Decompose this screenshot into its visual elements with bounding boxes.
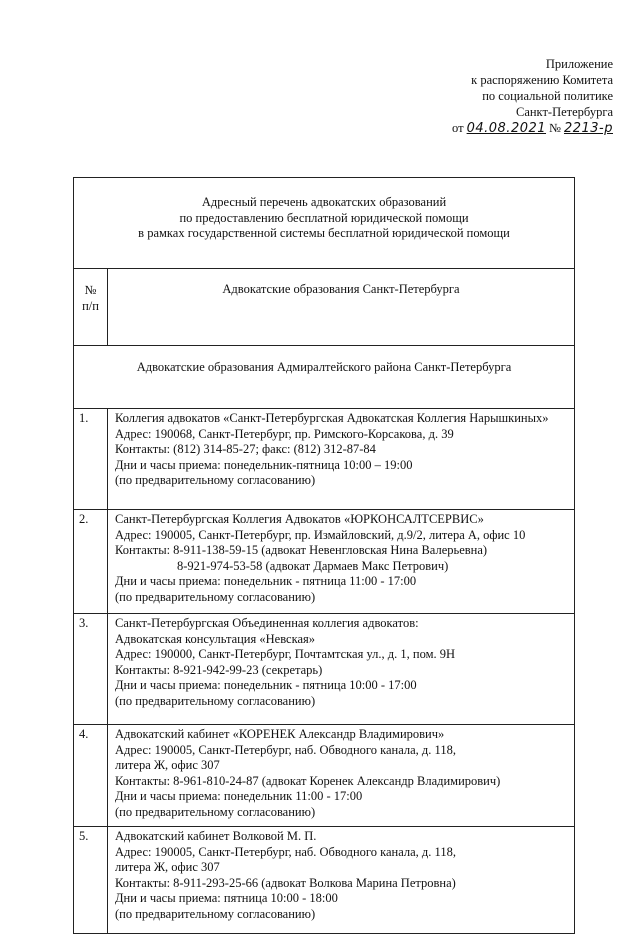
entry-line: 8-921-974-53-58 (адвокат Дармаев Макс Петрович): [177, 558, 449, 573]
entry-line: Контакты: 8-961-810-24-87 (адвокат Коренек Александр Владимирович): [115, 773, 501, 788]
entry-line: Адрес: 190000, Санкт-Петербург, Почтамтская ул., д. 1, пом. 9Н: [115, 647, 456, 661]
header-text-cell: Адвокатские образования Санкт-Петербурга: [108, 269, 575, 346]
row-entry: [108, 409, 575, 510]
entry-line: литера Ж, офис 307: [115, 860, 220, 874]
title-line: по предоставлению бесплатной юридической помощи: [179, 210, 469, 225]
header-row: [74, 269, 575, 346]
row-number: 5.: [74, 827, 108, 934]
entry-line: (по предварительному согласованию): [115, 589, 316, 604]
entry-line: Контакты: (812) 314-85-27; факс: (812) 312-87-84: [115, 442, 376, 456]
entry-line: Контакты: 8-911-138-59-15 (адвокат Невенгловская Нина Валерьевна): [115, 543, 488, 557]
entry-line: Коллегия адвокатов «Санкт-Петербургская Адвокатская Коллегия Нарышкиных»: [115, 411, 549, 425]
entry-line: Санкт-Петербургская Объединенная коллегия адвокатов:: [115, 616, 419, 630]
entry-line: Адвокатская консультация «Невская»: [115, 631, 316, 646]
appendix-line: по социальной политике: [482, 89, 613, 103]
entry-line: Адвокатский кабинет «КОРЕНЕК Александр Владимирович»: [115, 727, 445, 741]
appendix-line: к распоряжению Комитета: [471, 73, 613, 87]
entry-line: Контакты: 8-921-942-99-23 (секретарь): [115, 662, 323, 677]
date-prefix: от: [452, 121, 464, 135]
row-entry: [108, 614, 575, 725]
entry-line: (по предварительному согласованию): [115, 473, 316, 487]
table-row: [74, 725, 575, 827]
entry-line: Дни и часы приема: понедельник - пятница 10:00 - 17:00: [115, 678, 417, 692]
appendix-line: Санкт-Петербурга: [515, 105, 613, 119]
row-number: 3.: [74, 614, 108, 725]
entry-line: Санкт-Петербургская Коллегия Адвокатов «ЮРКОНСАЛТСЕРВИС»: [115, 512, 484, 526]
row-number: 1.: [74, 409, 108, 510]
appendix-line: Приложение: [545, 57, 613, 71]
entry-line: Адрес: 190005, Санкт-Петербург, наб. Обводного канала, д. 118,: [115, 844, 456, 859]
district-heading: Адвокатские образования Адмиралтейского района Санкт-Петербурга: [74, 346, 575, 409]
table-row: [74, 827, 575, 934]
entry-line: Дни и часы приема: пятница 10:00 - 18:00: [115, 891, 338, 905]
header-number-cell: [74, 269, 108, 346]
row-entry: [108, 827, 575, 934]
row-number: 2.: [74, 510, 108, 614]
title-row: [74, 178, 575, 269]
header-number-abbr: п/п: [82, 298, 99, 313]
number-prefix: №: [549, 121, 561, 135]
registry-table: [73, 177, 575, 934]
entry-line: (по предварительному согласованию): [115, 804, 316, 819]
entry-line: Контакты: 8-911-293-25-66 (адвокат Волкова Марина Петровна): [115, 875, 456, 890]
entry-line: Адвокатский кабинет Волковой М. П.: [115, 829, 317, 843]
header-number-sign: №: [84, 283, 97, 297]
entry-line: Адрес: 190068, Санкт-Петербург, пр. Римского-Корсакова, д. 39: [115, 426, 454, 441]
entry-line: Дни и часы приема: понедельник-пятница 10:00 – 19:00: [115, 457, 413, 472]
order-date-number: [452, 120, 613, 137]
entry-line: литера Ж, офис 307: [115, 758, 220, 772]
row-number: 4.: [74, 725, 108, 827]
appendix-block: [452, 56, 613, 137]
district-row: [74, 346, 575, 409]
title-line: в рамках государственной системы бесплатной юридической помощи: [138, 226, 510, 240]
row-entry: [108, 510, 575, 614]
entry-line: Адрес: 190005, Санкт-Петербург, пр. Измайловский, д.9/2, литера А, офис 10: [115, 527, 526, 542]
order-number: 2213-р: [563, 121, 613, 136]
title-line: Адресный перечень адвокатских образований: [201, 195, 447, 209]
entry-line: (по предварительному согласованию): [115, 906, 316, 921]
entry-line: Адрес: 190005, Санкт-Петербург, наб. Обводного канала, д. 118,: [115, 742, 456, 757]
entry-line: Дни и часы приема: понедельник - пятница 11:00 - 17:00: [115, 574, 417, 588]
order-date: 04.08.2021: [466, 121, 547, 136]
table-title: [74, 178, 575, 269]
table-row: [74, 614, 575, 725]
entry-line: (по предварительному согласованию): [115, 693, 316, 708]
table-row: [74, 510, 575, 614]
table-row: [74, 409, 575, 510]
row-entry: [108, 725, 575, 827]
entry-line: Дни и часы приема: понедельник 11:00 - 17:00: [115, 789, 363, 803]
